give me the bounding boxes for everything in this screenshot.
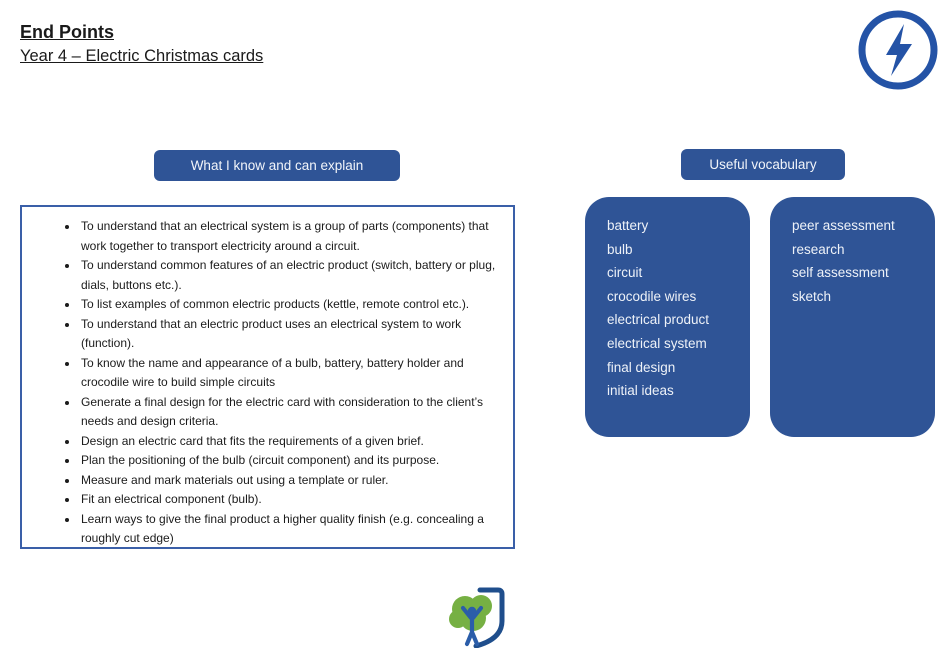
vocabulary-word: battery: [607, 218, 649, 233]
vocabulary-word: initial ideas: [607, 383, 674, 399]
vocabulary-word: electrical product: [607, 312, 710, 328]
know-section-header-label: What I know and can explain: [190, 158, 364, 173]
vocabulary-section-header: [681, 149, 845, 180]
know-bullet-item: • To understand that an electric product uses an electrical system to work (function).: [79, 315, 513, 354]
vocabulary-word: peer assessment: [792, 218, 895, 233]
know-bullet-item: • Plan the positioning of the bulb (circuit component) and its purpose.: [79, 451, 513, 471]
vocabulary-word: research: [792, 241, 845, 257]
know-bullet-item: • Learn ways to give the final product a higher quality finish (e.g. concealing a roughly cut edge): [79, 510, 513, 549]
vocabulary-word: self assessment: [792, 265, 889, 281]
title-block: [20, 20, 263, 69]
vocabulary-word: electrical system: [607, 335, 707, 351]
know-bullet-item: • To list examples of common electric products (kettle, remote control etc.).: [79, 295, 513, 315]
vocabulary-word: sketch: [792, 288, 832, 304]
vocabulary-section-header-label: Useful vocabulary: [709, 157, 817, 172]
know-section-box: [20, 205, 515, 549]
vocabulary-box-1: [585, 197, 750, 437]
school-logo-icon: [438, 585, 518, 648]
page-title: End Points: [20, 22, 114, 42]
vocabulary-word: final design: [607, 359, 676, 375]
vocabulary-box-2: [770, 197, 935, 437]
know-bullet-item: • Design an electric card that fits the requirements of a given brief.: [79, 432, 513, 452]
know-bullet-item: • Generate a final design for the electric card with consideration to the client’s needs and design criteria.: [79, 393, 513, 432]
vocabulary-word: bulb: [607, 241, 633, 257]
know-bullet-item: • To know the name and appearance of a bulb, battery, battery holder and crocodile wire to build simple circuits: [79, 354, 513, 393]
know-bullet-item: • To understand common features of an electric product (switch, battery or plug, dials, buttons etc.).: [79, 256, 513, 295]
know-bullet-item: • Fit an electrical component (bulb).: [79, 490, 513, 510]
know-bullet-list: [22, 217, 513, 549]
vocabulary-word: circuit: [607, 265, 643, 281]
lightning-bolt-icon: [856, 8, 940, 92]
vocabulary-word: crocodile wires: [607, 288, 697, 304]
page-subtitle: Year 4 – Electric Christmas cards: [20, 47, 264, 65]
know-section-header: [154, 150, 400, 181]
know-bullet-item: • To understand that an electrical system is a group of parts (components) that work together to transport electricity around a circuit.: [79, 217, 513, 256]
know-bullet-item: • Measure and mark materials out using a template or ruler.: [79, 471, 513, 491]
